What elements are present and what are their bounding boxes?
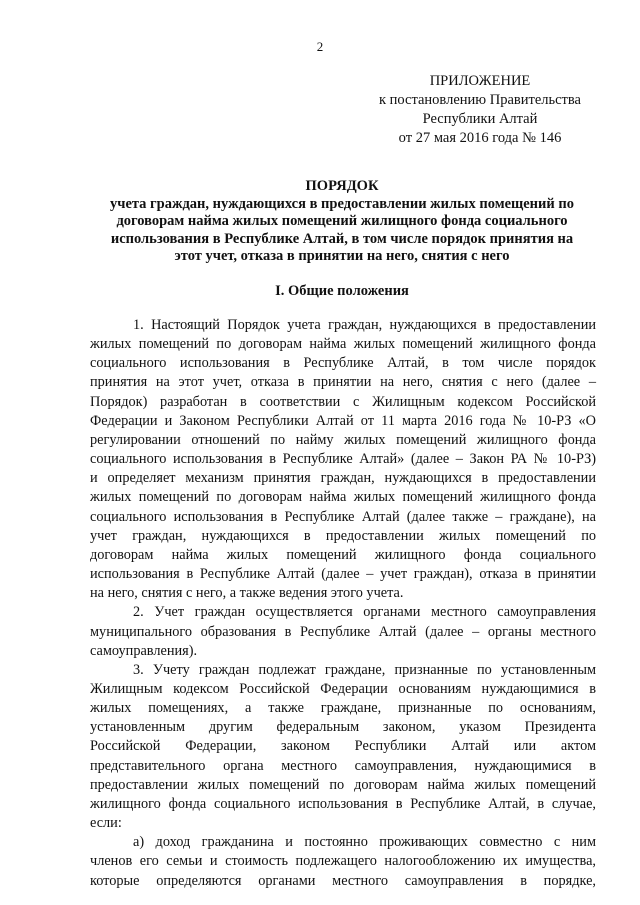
body-line: муниципального образования в Республике Алтай (далее – органы местного (90, 623, 596, 640)
body-line: Жилищным кодексом Российской Федерации основаниям нуждающимися в (90, 680, 596, 697)
document-title-line: этот учет, отказа в принятии на него, снятия с него (174, 248, 510, 264)
body-line: социального использования в Республике Алтай» (далее – Закон РА № 10-РЗ) (90, 451, 596, 468)
body-line: Российской Федерации, законом Республики Алтай или актом (90, 738, 596, 755)
appendix-line-1: к постановлению Правительства (379, 92, 581, 108)
body-line: социального использования в Республике Алтай, в том числе порядок (90, 355, 596, 372)
body-line: самоуправления). (90, 642, 198, 659)
document-title-line: использования в Республике Алтай, в том числе порядок принятия на (110, 230, 574, 247)
body-line: использования в Республике Алтай (далее – учет граждан), отказа в принятии (90, 566, 596, 583)
body-line: 3. Учету граждан подлежат граждане, признанные по установленным (133, 661, 596, 678)
body-line: социального использования в Республике Алтай (далее также – граждане), на (90, 508, 596, 525)
body-line: принятия на этот учет, отказа в принятии на него, снятия с него (далее – (90, 374, 596, 391)
body-line: Порядок) разработан в соответствии с Жилищным кодексом Российской (90, 393, 596, 410)
body-line: жилых помещений по договорам найма жилых помещений жилищного фонда (90, 336, 596, 353)
section-title: I. Общие положения (275, 283, 409, 299)
appendix-line-2: Республики Алтай (422, 111, 538, 127)
document-title-line: учета граждан, нуждающихся в предоставлении жилых помещений по (110, 195, 574, 212)
body-line: жилых помещениях, а также граждане, признанные по основаниям, (90, 700, 596, 717)
body-line: если: (90, 815, 122, 832)
appendix-header (330, 72, 630, 148)
appendix-title: ПРИЛОЖЕНИЕ (429, 73, 531, 89)
body-line: на него, снятия с него, а также ведения этого учета. (90, 585, 404, 602)
body-line: договорам найма жилых помещений жилищного фонда социального (90, 546, 596, 563)
body-line: а) доход гражданина и постоянно проживающих совместно с ним (133, 834, 596, 851)
body-line: которые определяются органами местного самоуправления в порядке, (90, 872, 596, 889)
page-number: 2 (316, 39, 324, 54)
body-line: 1. Настоящий Порядок учета граждан, нуждающихся в предоставлении (133, 317, 596, 333)
body-line: жилых помещений по договорам найма жилых помещений жилищного фонда (90, 489, 596, 506)
body-text (90, 316, 596, 891)
body-line: жилищного фонда социального использования в Республике Алтай, в случае, (90, 795, 596, 812)
body-line: 2. Учет граждан осуществляется органами местного самоуправления (133, 604, 596, 621)
body-line: представительного органа местного самоуправления, нуждающимися в (90, 757, 596, 774)
appendix-line-3: от 27 мая 2016 года № 146 (398, 130, 562, 146)
body-line: членов его семьи и стоимость подлежащего налогообложению их имущества, (90, 853, 596, 870)
body-line: регулировании отношений по найму жилых помещений жилищного фонда (90, 431, 596, 448)
body-line: предоставлении жилых помещений по договорам найма жилых помещений (90, 776, 596, 793)
body-line: установленным другим федеральным законом, указом Президента (90, 719, 596, 736)
document-title-line: договорам найма жилых помещений жилищного фонда социального (116, 213, 568, 229)
body-line: и определяет механизм принятия граждан, нуждающихся в предоставлении (90, 470, 596, 487)
body-line: учет граждан, нуждающихся в предоставлении жилых помещений по (90, 527, 596, 544)
body-line: Федерации и Законом Республики Алтай от 11 марта 2016 года № 10-РЗ «О (90, 412, 596, 429)
document-title-heading: ПОРЯДОК (305, 178, 379, 194)
document-title (90, 178, 594, 266)
